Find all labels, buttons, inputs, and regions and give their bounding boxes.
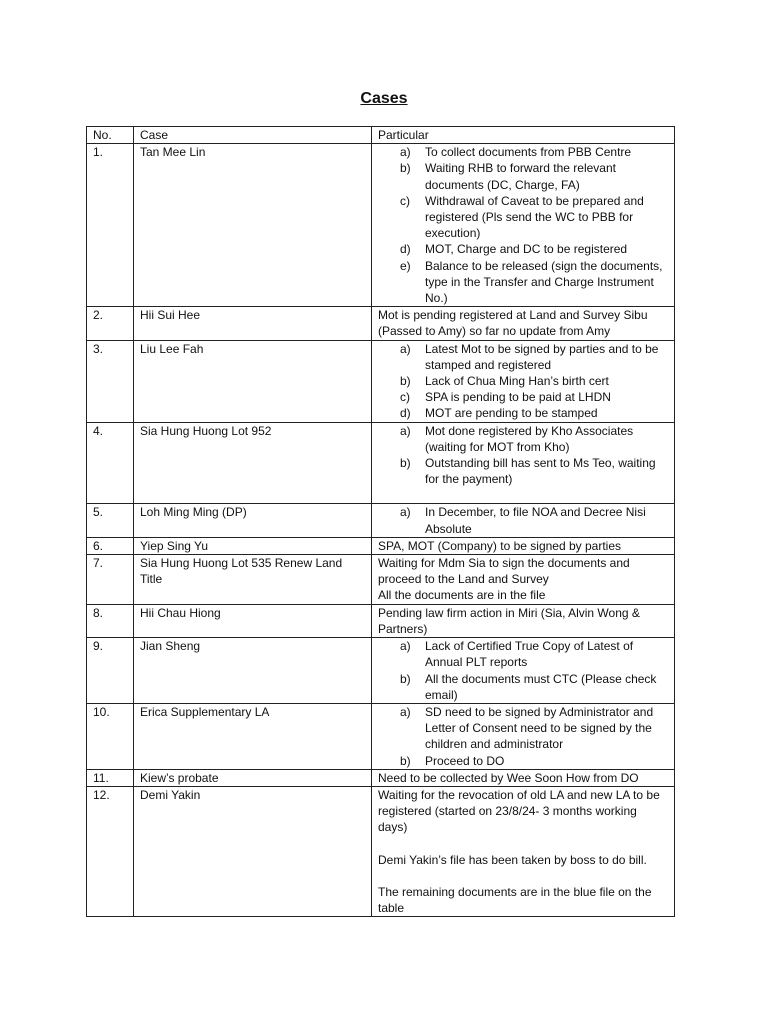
table-row — [87, 422, 675, 504]
case-number: 9. — [87, 638, 134, 704]
case-number: 10. — [87, 703, 134, 769]
list-item-text: Balance to be released (sign the documents, type in the Transfer and Charge Instrument No.) — [425, 258, 663, 306]
case-name: Sia Hung Huong Lot 952 — [134, 422, 372, 504]
table-row — [87, 307, 675, 340]
list-marker: a) — [400, 704, 411, 719]
case-particular — [372, 144, 675, 307]
list-marker: a) — [400, 145, 411, 160]
table-row — [87, 638, 675, 704]
list-item-text: Proceed to DO — [425, 753, 505, 768]
table-row — [87, 537, 675, 554]
list-item — [378, 704, 668, 753]
list-item — [378, 423, 668, 455]
particular-text: All the documents are in the file — [378, 588, 546, 603]
table-row — [87, 340, 675, 422]
table-row — [87, 144, 675, 307]
cases-table — [86, 126, 675, 917]
list-item-text: Lack of Chua Ming Han’s birth cert — [425, 374, 609, 389]
particular-list — [378, 504, 668, 536]
case-name: Tan Mee Lin — [134, 144, 372, 307]
case-name: Hii Chau Hiong — [134, 604, 372, 637]
table-row — [87, 555, 675, 605]
list-item-text: SD need to be signed by Administrator and Letter of Consent need to be signed by the children and administrator — [425, 704, 654, 752]
list-marker: b) — [400, 374, 411, 389]
list-item-text: Outstanding bill has sent to Ms Teo, waiting for the payment) — [425, 456, 656, 487]
particular-text: SPA, MOT (Company) to be signed by parties — [378, 538, 621, 553]
list-item-text: Waiting RHB to forward the relevant documents (DC, Charge, FA) — [425, 161, 616, 192]
table-body — [87, 144, 675, 917]
list-item-text: Latest Mot to be signed by parties and to be stamped and registered — [425, 341, 659, 372]
list-item — [378, 373, 668, 389]
list-item — [378, 455, 668, 487]
list-item-text: MOT, Charge and DC to be registered — [425, 242, 628, 257]
table-row — [87, 504, 675, 537]
blank-line — [378, 868, 668, 884]
list-marker: b) — [400, 456, 411, 471]
list-marker: d) — [400, 406, 411, 421]
header-case: Case — [134, 127, 372, 144]
list-item — [378, 341, 668, 373]
case-number: 2. — [87, 307, 134, 340]
case-number: 7. — [87, 555, 134, 605]
particular-text: The remaining documents are in the blue file on the table — [378, 884, 652, 915]
case-name: Liu Lee Fah — [134, 340, 372, 422]
case-number: 6. — [87, 537, 134, 554]
case-name: Hii Sui Hee — [134, 307, 372, 340]
list-item — [378, 389, 668, 405]
case-particular — [372, 537, 675, 554]
list-item-text: To collect documents from PBB Centre — [425, 145, 632, 160]
list-item — [378, 144, 668, 160]
list-marker: e) — [400, 258, 411, 273]
table-row — [87, 786, 675, 916]
case-number: 12. — [87, 786, 134, 916]
particular-text: Waiting for Mdm Sia to sign the documents and proceed to the Land and Survey — [378, 556, 630, 587]
case-particular — [372, 422, 675, 504]
list-marker: a) — [400, 341, 411, 356]
table-row — [87, 769, 675, 786]
list-item-text: Withdrawal of Caveat to be prepared and registered (Pls send the WC to PBB for execution) — [425, 193, 644, 241]
blank-line — [378, 836, 668, 852]
case-particular — [372, 703, 675, 769]
list-item — [378, 241, 668, 257]
list-marker: b) — [400, 753, 411, 768]
list-marker: a) — [400, 423, 411, 438]
particular-text: Mot is pending registered at Land and Survey Sibu (Passed to Amy) so far no update from Amy — [378, 308, 648, 339]
case-number: 5. — [87, 504, 134, 537]
case-particular — [372, 604, 675, 637]
list-marker: b) — [400, 671, 411, 686]
list-marker: a) — [400, 505, 411, 520]
list-item — [378, 258, 668, 307]
blank-line — [378, 487, 668, 503]
list-item — [378, 504, 668, 536]
case-name: Yiep Sing Yu — [134, 537, 372, 554]
case-number: 11. — [87, 769, 134, 786]
case-number: 3. — [87, 340, 134, 422]
particular-text: Pending law firm action in Miri (Sia, Alvin Wong & Partners) — [378, 605, 640, 636]
list-marker: b) — [400, 161, 411, 176]
table-row — [87, 703, 675, 769]
particular-list — [378, 704, 668, 769]
case-name: Erica Supplementary LA — [134, 703, 372, 769]
document-title: Cases — [360, 90, 408, 107]
list-item-text: Mot done registered by Kho Associates (waiting for MOT from Kho) — [425, 423, 634, 454]
particular-text: Waiting for the revocation of old LA and new LA to be registered (started on 23/8/24- 3 months working days) — [378, 787, 660, 835]
list-item — [378, 193, 668, 242]
list-marker: d) — [400, 242, 411, 257]
list-marker: c) — [400, 193, 410, 208]
table-header-row — [87, 127, 675, 144]
case-name: Loh Ming Ming (DP) — [134, 504, 372, 537]
particular-list — [378, 144, 668, 306]
case-number: 8. — [87, 604, 134, 637]
particular-list — [378, 423, 668, 488]
case-number: 4. — [87, 422, 134, 504]
list-marker: c) — [400, 390, 410, 405]
case-particular — [372, 638, 675, 704]
list-marker: a) — [400, 639, 411, 654]
list-item-text: MOT are pending to be stamped — [425, 406, 598, 421]
table-row — [87, 604, 675, 637]
case-name: Kiew’s probate — [134, 769, 372, 786]
case-particular — [372, 786, 675, 916]
list-item-text: SPA is pending to be paid at LHDN — [425, 390, 611, 405]
case-name: Sia Hung Huong Lot 535 Renew Land Title — [134, 555, 372, 605]
list-item-text: Lack of Certified True Copy of Latest of Annual PLT reports — [425, 639, 634, 670]
case-name: Demi Yakin — [134, 786, 372, 916]
list-item — [378, 405, 668, 421]
list-item — [378, 160, 668, 192]
header-particular: Particular — [372, 127, 675, 144]
list-item — [378, 671, 668, 703]
case-name: Jian Sheng — [134, 638, 372, 704]
particular-list — [378, 341, 668, 422]
header-no: No. — [87, 127, 134, 144]
particular-text: Demi Yakin’s file has been taken by boss to do bill. — [378, 852, 647, 867]
case-particular — [372, 340, 675, 422]
case-particular — [372, 769, 675, 786]
particular-list — [378, 638, 668, 703]
list-item-text: All the documents must CTC (Please check email) — [425, 671, 657, 702]
particular-text: Need to be collected by Wee Soon How from DO — [378, 770, 639, 785]
case-number: 1. — [87, 144, 134, 307]
list-item — [378, 638, 668, 670]
list-item-text: In December, to file NOA and Decree Nisi Absolute — [425, 505, 646, 536]
case-particular — [372, 307, 675, 340]
case-particular — [372, 555, 675, 605]
case-particular — [372, 504, 675, 537]
list-item — [378, 753, 668, 769]
